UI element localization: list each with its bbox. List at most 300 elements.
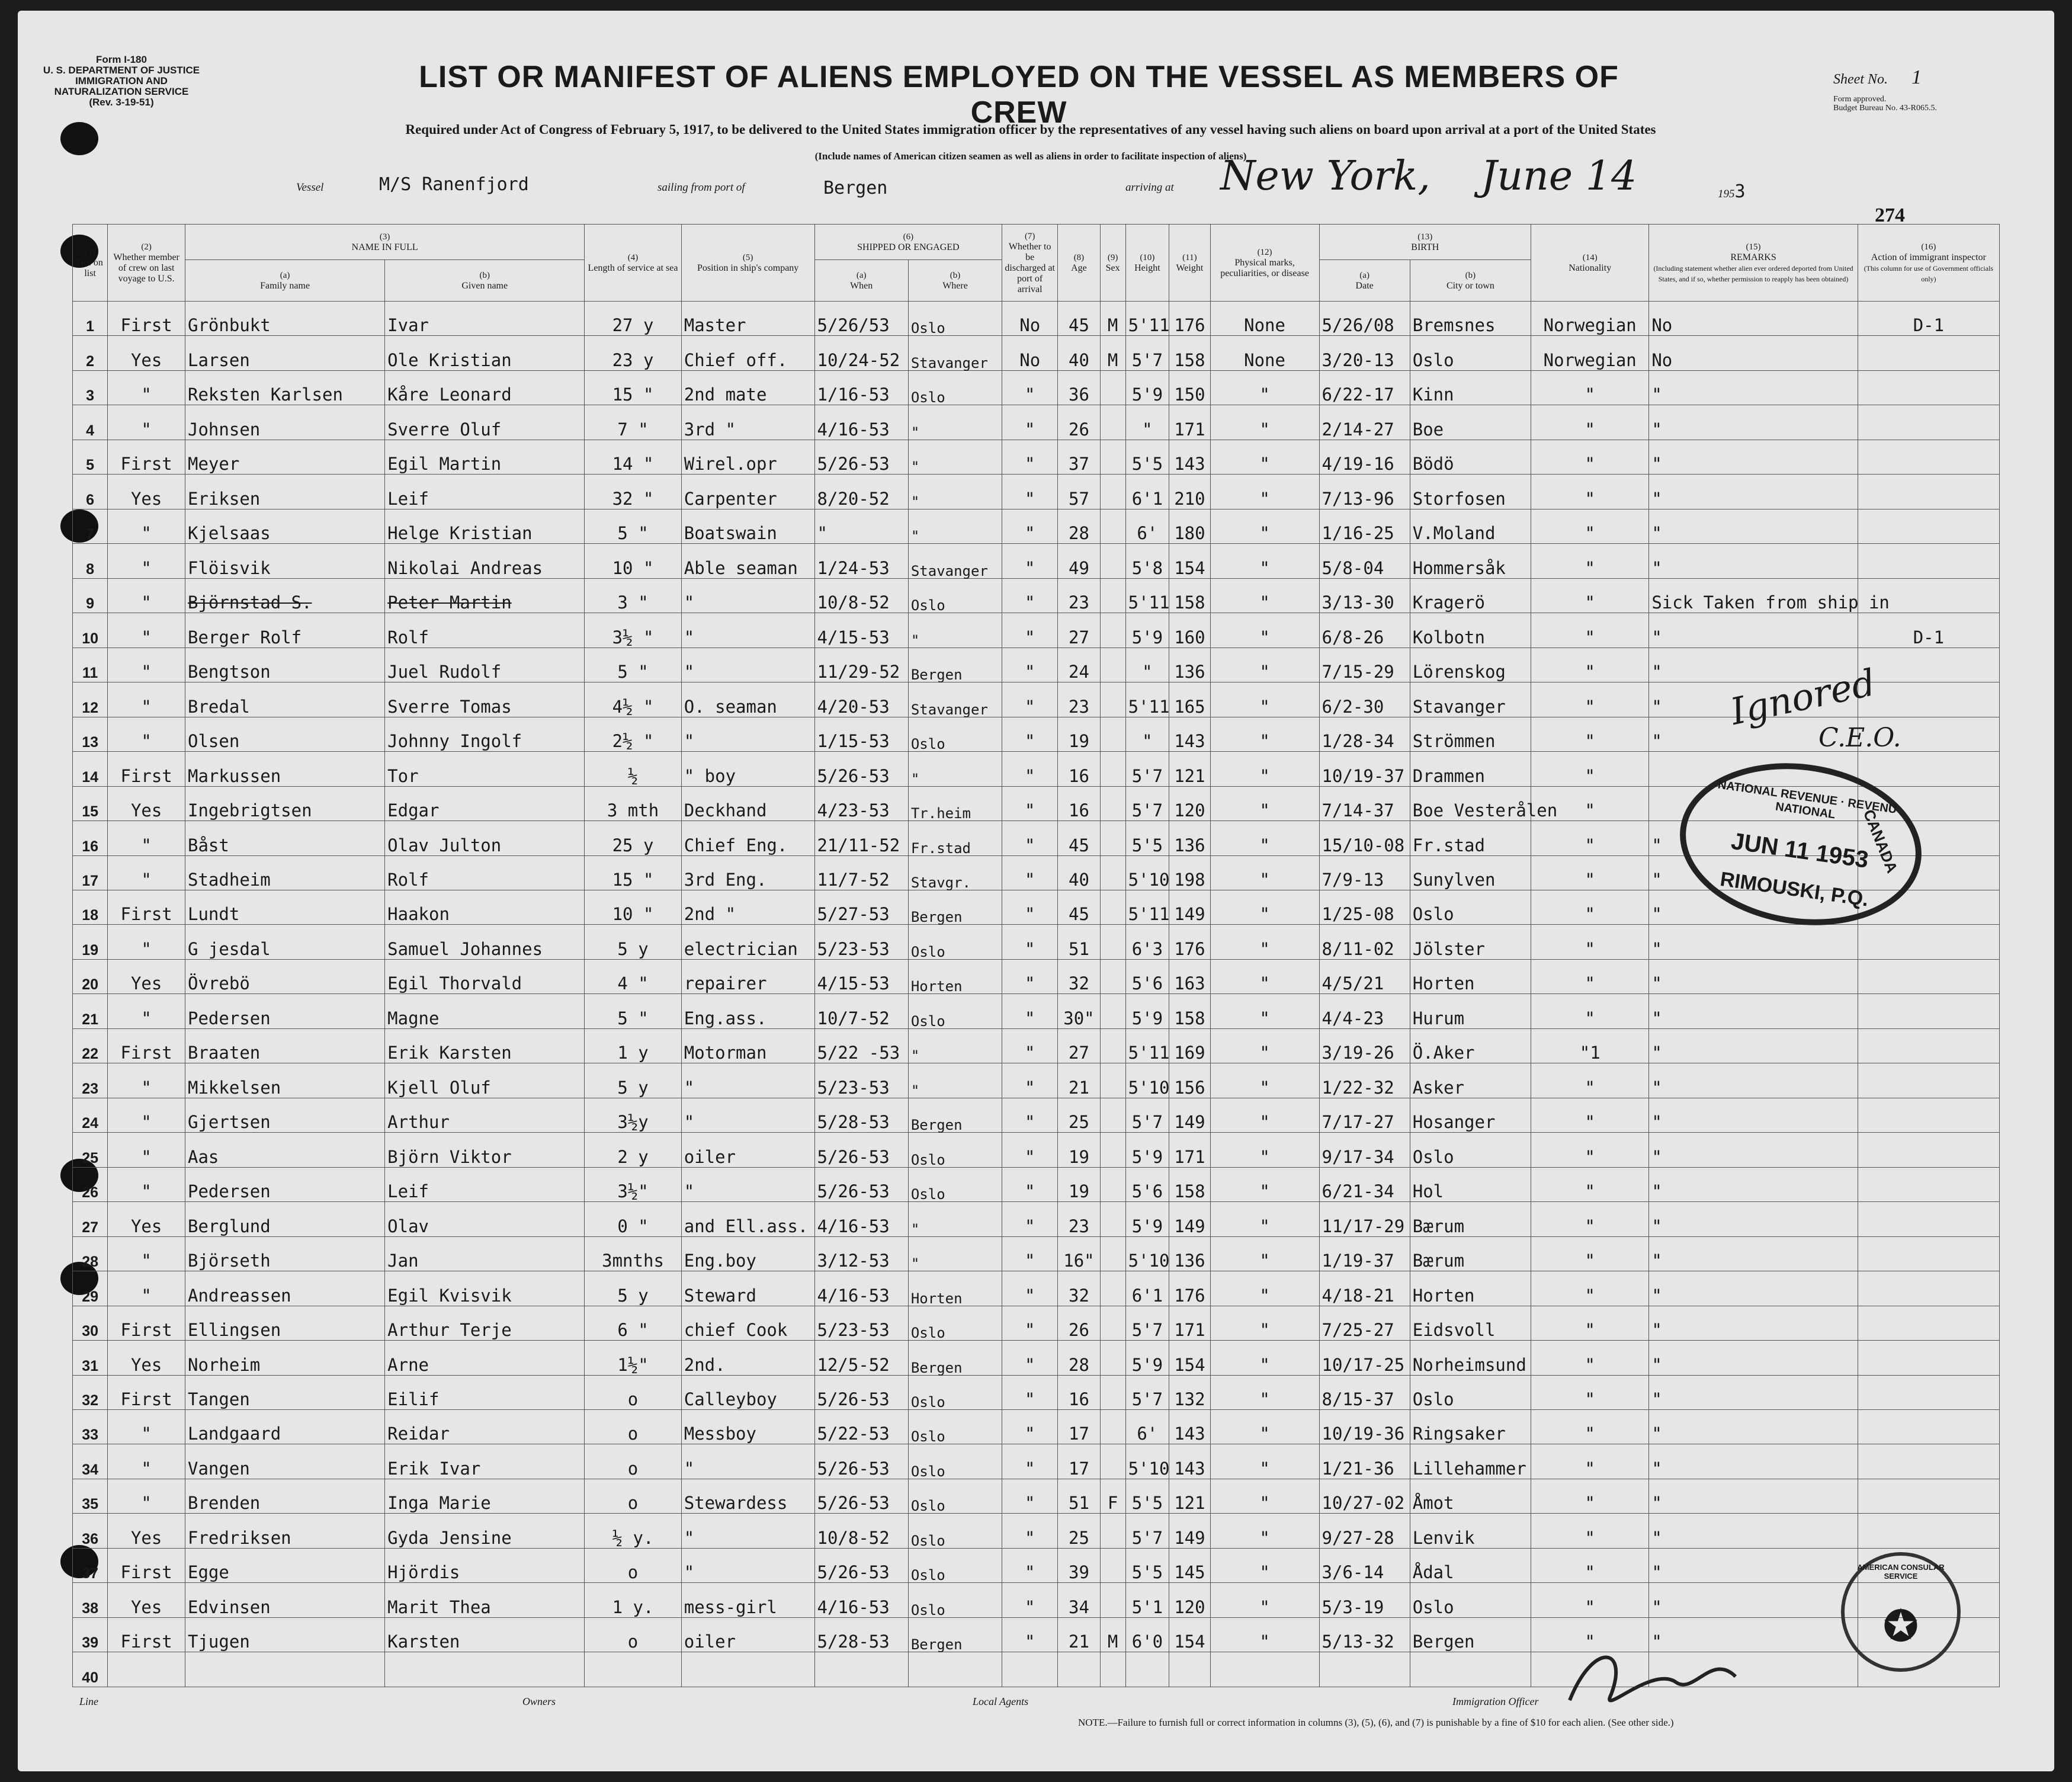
- cell-where: Horten: [908, 1271, 1002, 1306]
- cell-when: 5/26-53: [814, 752, 908, 786]
- cell-where: ": [908, 1028, 1002, 1063]
- cell-marks: ": [1210, 1548, 1319, 1582]
- cell-family: Edvinsen: [185, 1583, 385, 1617]
- col-header-discharged: (7) Whether to be discharged at port of arrival: [1002, 225, 1058, 302]
- cell-sex: [1100, 925, 1125, 959]
- cell-when: 10/24-52: [814, 336, 908, 370]
- cell-no: 39: [73, 1617, 108, 1652]
- cell-when: 5/26-53: [814, 1479, 908, 1513]
- cell-age: 37: [1058, 440, 1101, 474]
- punch-hole: [60, 122, 98, 155]
- cell-age: 23: [1058, 1202, 1101, 1236]
- cell-bdate: 4/19-16: [1319, 440, 1410, 474]
- cell-where: ": [908, 1202, 1002, 1236]
- cell-action: [1858, 925, 1999, 959]
- cell-where: ": [908, 1236, 1002, 1271]
- cell-nat: Norwegian: [1531, 302, 1649, 336]
- cell-remarks: ": [1649, 994, 1858, 1028]
- cell-sex: [1100, 890, 1125, 924]
- cell-marks: ": [1210, 1410, 1319, 1444]
- cell-weight: 121: [1169, 1479, 1210, 1513]
- col-header-nationality: (14) Nationality: [1531, 225, 1649, 302]
- cell-when: 5/22-53: [814, 1410, 908, 1444]
- cell-remarks: ": [1649, 1583, 1858, 1617]
- cell-where: Stavanger: [908, 682, 1002, 717]
- cell-where: Stavgr.: [908, 855, 1002, 890]
- cell-marks: ": [1210, 613, 1319, 648]
- cell-age: [1058, 1652, 1101, 1687]
- cell-age: 30": [1058, 994, 1101, 1028]
- cell-nat: ": [1531, 682, 1649, 717]
- cell-sex: [1100, 682, 1125, 717]
- cell-marks: ": [1210, 440, 1319, 474]
- officer-signature: [1558, 1629, 1747, 1724]
- cell-bdate: 4/18-21: [1319, 1271, 1410, 1306]
- cell-when: 4/23-53: [814, 786, 908, 821]
- cell-position: Wirel.opr: [681, 440, 814, 474]
- cell-discharge: ": [1002, 405, 1058, 440]
- cell-when: 4/20-53: [814, 682, 908, 717]
- cell-given: Ivar: [385, 302, 585, 336]
- table-row: [73, 682, 2000, 717]
- cell-service: 25 y: [585, 821, 681, 855]
- cell-prev: ": [108, 1063, 185, 1098]
- cell-sex: [1100, 509, 1125, 543]
- cell-age: 25: [1058, 1098, 1101, 1132]
- cell-discharge: ": [1002, 1202, 1058, 1236]
- cell-discharge: ": [1002, 1063, 1058, 1098]
- cell-marks: ": [1210, 925, 1319, 959]
- cell-prev: First: [108, 890, 185, 924]
- cell-bcity: Stavanger: [1410, 682, 1531, 717]
- cell-sex: [1100, 1306, 1125, 1340]
- cell-no: 3: [73, 370, 108, 405]
- cell-sex: [1100, 959, 1125, 993]
- cell-nat: ": [1531, 855, 1649, 890]
- cell-marks: ": [1210, 1202, 1319, 1236]
- cell-age: 21: [1058, 1617, 1101, 1652]
- cell-bdate: 5/3-19: [1319, 1583, 1410, 1617]
- cell-age: 39: [1058, 1548, 1101, 1582]
- cell-remarks: ": [1649, 440, 1858, 474]
- cell-weight: 120: [1169, 1583, 1210, 1617]
- cell-family: Mikkelsen: [185, 1063, 385, 1098]
- cell-nat: ": [1531, 752, 1649, 786]
- cell-where: Oslo: [908, 1375, 1002, 1409]
- cell-family: Stadheim: [185, 855, 385, 890]
- cell-position: ": [681, 1063, 814, 1098]
- cell-bdate: 7/15-29: [1319, 648, 1410, 682]
- cell-when: 12/5-52: [814, 1341, 908, 1375]
- cell-when: 5/27-53: [814, 890, 908, 924]
- cell-no: 17: [73, 855, 108, 890]
- cell-age: 16: [1058, 1375, 1101, 1409]
- cell-marks: ": [1210, 1063, 1319, 1098]
- cell-service: 5 y: [585, 1063, 681, 1098]
- table-row: [73, 1341, 2000, 1375]
- cell-remarks: ": [1649, 1375, 1858, 1409]
- cell-position: Eng.boy: [681, 1236, 814, 1271]
- table-row: [73, 405, 2000, 440]
- cell-when: 5/23-53: [814, 925, 908, 959]
- cell-when: 5/26-53: [814, 440, 908, 474]
- cell-where: ": [908, 752, 1002, 786]
- cell-action: [1858, 752, 1999, 786]
- cell-family: Andreassen: [185, 1271, 385, 1306]
- cell-bcity: Horten: [1410, 959, 1531, 993]
- page-title: LIST OR MANIFEST OF ALIENS EMPLOYED ON THE VESSEL AS MEMBERS OF CREW: [419, 60, 1619, 130]
- cell-position: and Ell.ass.: [681, 1202, 814, 1236]
- cell-sex: [1100, 786, 1125, 821]
- cell-remarks: ": [1649, 1202, 1858, 1236]
- cell-age: 32: [1058, 1271, 1101, 1306]
- cell-family: Båst: [185, 821, 385, 855]
- cell-discharge: ": [1002, 682, 1058, 717]
- cell-where: Fr.stad: [908, 821, 1002, 855]
- table-row: [73, 648, 2000, 682]
- cell-given: Edgar: [385, 786, 585, 821]
- cell-given: Arne: [385, 1341, 585, 1375]
- cell-prev: ": [108, 370, 185, 405]
- cell-given: Björn Viktor: [385, 1133, 585, 1167]
- cell-service: 5 y: [585, 925, 681, 959]
- cell-nat: ": [1531, 1236, 1649, 1271]
- cell-given: Reidar: [385, 1410, 585, 1444]
- cell-discharge: ": [1002, 509, 1058, 543]
- table-row: [73, 440, 2000, 474]
- cell-no: 8: [73, 544, 108, 578]
- cell-given: Arthur: [385, 1098, 585, 1132]
- cell-position: ": [681, 1444, 814, 1479]
- cell-height: 5'9: [1125, 1133, 1169, 1167]
- cell-weight: 149: [1169, 1202, 1210, 1236]
- cell-age: 17: [1058, 1444, 1101, 1479]
- cell-nat: ": [1531, 925, 1649, 959]
- cell-bcity: Norheimsund: [1410, 1341, 1531, 1375]
- cell-where: Oslo: [908, 1133, 1002, 1167]
- cell-position: Motorman: [681, 1028, 814, 1063]
- cell-bdate: 1/25-08: [1319, 890, 1410, 924]
- table-row: [73, 1202, 2000, 1236]
- cell-prev: ": [108, 509, 185, 543]
- cell-bdate: 8/15-37: [1319, 1375, 1410, 1409]
- cell-no: 25: [73, 1133, 108, 1167]
- sailing-port: Bergen: [823, 178, 888, 198]
- cell-family: Pedersen: [185, 1167, 385, 1201]
- cell-marks: ": [1210, 1583, 1319, 1617]
- cell-bcity: Drammen: [1410, 752, 1531, 786]
- cell-given: Leif: [385, 1167, 585, 1201]
- cell-bcity: Strömmen: [1410, 717, 1531, 751]
- cell-sex: [1100, 855, 1125, 890]
- cell-discharge: ": [1002, 1479, 1058, 1513]
- cell-when: 4/16-53: [814, 1583, 908, 1617]
- cell-bdate: 10/19-37: [1319, 752, 1410, 786]
- cell-bdate: 11/17-29: [1319, 1202, 1410, 1236]
- cell-weight: 143: [1169, 717, 1210, 751]
- cell-discharge: ": [1002, 1098, 1058, 1132]
- cell-age: 24: [1058, 648, 1101, 682]
- cell-family: Vangen: [185, 1444, 385, 1479]
- cell-weight: 149: [1169, 1098, 1210, 1132]
- cell-no: 4: [73, 405, 108, 440]
- cell-weight: 143: [1169, 1444, 1210, 1479]
- cell-marks: ": [1210, 752, 1319, 786]
- cell-action: [1858, 405, 1999, 440]
- table-row: [73, 1133, 2000, 1167]
- cell-where: Oslo: [908, 1306, 1002, 1340]
- cell-position: " boy: [681, 752, 814, 786]
- cell-height: ": [1125, 648, 1169, 682]
- cell-no: 15: [73, 786, 108, 821]
- cell-marks: ": [1210, 578, 1319, 613]
- col-header-name: (3) NAME IN FULL: [185, 225, 585, 260]
- col-header-height: (10) Height: [1125, 225, 1169, 302]
- cell-weight: 149: [1169, 1514, 1210, 1548]
- col-header-when: (a) When: [814, 260, 908, 302]
- cell-prev: First: [108, 1617, 185, 1652]
- cell-service: 4½ ": [585, 682, 681, 717]
- cell-discharge: ": [1002, 544, 1058, 578]
- cell-remarks: ": [1649, 648, 1858, 682]
- cell-sex: [1100, 1410, 1125, 1444]
- cell-position: Master: [681, 302, 814, 336]
- cell-given: Inga Marie: [385, 1479, 585, 1513]
- cell-family: Bengtson: [185, 648, 385, 682]
- cell-given: Jan: [385, 1236, 585, 1271]
- cell-where: Oslo: [908, 1548, 1002, 1582]
- cell-where: Bergen: [908, 890, 1002, 924]
- cell-position: mess-girl: [681, 1583, 814, 1617]
- cell-given: Eilif: [385, 1375, 585, 1409]
- cell-height: 5'7: [1125, 752, 1169, 786]
- cell-marks: ": [1210, 544, 1319, 578]
- cell-prev: Yes: [108, 336, 185, 370]
- cell-bcity: Hol: [1410, 1167, 1531, 1201]
- cell-remarks: ": [1649, 717, 1858, 751]
- cell-height: 6': [1125, 1410, 1169, 1444]
- cell-discharge: ": [1002, 1133, 1058, 1167]
- cell-bcity: Oslo: [1410, 1583, 1531, 1617]
- cell-marks: None: [1210, 336, 1319, 370]
- cell-no: 35: [73, 1479, 108, 1513]
- cell-sex: M: [1100, 336, 1125, 370]
- cell-marks: ": [1210, 1375, 1319, 1409]
- cell-prev: ": [108, 717, 185, 751]
- cell-remarks: ": [1649, 1444, 1858, 1479]
- cell-family: Landgaard: [185, 1410, 385, 1444]
- cell-bcity: Åmot: [1410, 1479, 1531, 1513]
- cell-action: [1858, 1133, 1999, 1167]
- cell-discharge: ": [1002, 1028, 1058, 1063]
- cell-age: 19: [1058, 1133, 1101, 1167]
- cell-no: 20: [73, 959, 108, 993]
- cell-bdate: 1/28-34: [1319, 717, 1410, 751]
- form-number: Form I-180: [96, 54, 147, 65]
- cell-height: 6'1: [1125, 1271, 1169, 1306]
- cell-where: Bergen: [908, 1617, 1002, 1652]
- cell-age: 16": [1058, 1236, 1101, 1271]
- cell-remarks: No: [1649, 336, 1858, 370]
- cell-bdate: 9/27-28: [1319, 1514, 1410, 1548]
- cell-discharge: ": [1002, 890, 1058, 924]
- cell-where: Oslo: [908, 1514, 1002, 1548]
- cell-position: oiler: [681, 1133, 814, 1167]
- cell-when: 5/28-53: [814, 1098, 908, 1132]
- cell-action: [1858, 1167, 1999, 1201]
- cell-height: 5'11: [1125, 1028, 1169, 1063]
- cell-no: 22: [73, 1028, 108, 1063]
- cell-marks: ": [1210, 1306, 1319, 1340]
- cell-bdate: 1/22-32: [1319, 1063, 1410, 1098]
- cell-when: 4/16-53: [814, 1271, 908, 1306]
- cell-sex: [1100, 1444, 1125, 1479]
- cell-bcity: Lörenskog: [1410, 648, 1531, 682]
- cell-sex: [1100, 1652, 1125, 1687]
- cell-remarks: ": [1649, 1236, 1858, 1271]
- cell-when: 5/26-53: [814, 1133, 908, 1167]
- cell-when: 5/26-53: [814, 1444, 908, 1479]
- cell-prev: First: [108, 1548, 185, 1582]
- cell-where: Oslo: [908, 925, 1002, 959]
- cell-prev: ": [108, 925, 185, 959]
- cell-prev: ": [108, 1479, 185, 1513]
- cell-remarks: ": [1649, 925, 1858, 959]
- cell-bdate: 10/17-25: [1319, 1341, 1410, 1375]
- cell-age: 19: [1058, 717, 1101, 751]
- cell-remarks: ": [1649, 1133, 1858, 1167]
- cell-where: ": [908, 475, 1002, 509]
- cell-family: Tjugen: [185, 1617, 385, 1652]
- cell-bcity: Boe Vesterålen: [1410, 786, 1531, 821]
- cell-height: [1125, 1652, 1169, 1687]
- col-header-position: (5) Position in ship's company: [681, 225, 814, 302]
- cell-no: 13: [73, 717, 108, 751]
- cell-action: D-1: [1858, 613, 1999, 648]
- table-row: [73, 475, 2000, 509]
- cell-family: G jesdal: [185, 925, 385, 959]
- cell-action: [1858, 509, 1999, 543]
- cell-where: ": [908, 405, 1002, 440]
- cell-nat: ": [1531, 578, 1649, 613]
- cell-bdate: 3/19-26: [1319, 1028, 1410, 1063]
- cell-weight: 171: [1169, 1133, 1210, 1167]
- footer-note: NOTE.—Failure to furnish full or correct information in columns (3), (5), (6), and (7) is punishable by a fine of $10 for each alien. (See other side.): [1078, 1717, 1674, 1728]
- cell-nat: ": [1531, 1133, 1649, 1167]
- cell-discharge: ": [1002, 648, 1058, 682]
- cell-where: Oslo: [908, 1167, 1002, 1201]
- cell-where: Oslo: [908, 994, 1002, 1028]
- cell-no: 34: [73, 1444, 108, 1479]
- cell-service: 2 y: [585, 1133, 681, 1167]
- cell-prev: ": [108, 855, 185, 890]
- cell-service: [585, 1652, 681, 1687]
- cell-prev: ": [108, 1236, 185, 1271]
- cell-height: ": [1125, 405, 1169, 440]
- cell-discharge: ": [1002, 578, 1058, 613]
- cell-position: 2nd ": [681, 890, 814, 924]
- cell-service: ½: [585, 752, 681, 786]
- cell-when: 4/16-53: [814, 1202, 908, 1236]
- cell-family: Berglund: [185, 1202, 385, 1236]
- cell-when: 11/29-52: [814, 648, 908, 682]
- col-header-action: (16) Action of immigrant inspector (This column for use of Government officials only): [1858, 225, 1999, 302]
- cell-discharge: ": [1002, 1306, 1058, 1340]
- cell-no: 6: [73, 475, 108, 509]
- cell-given: Hjördis: [385, 1548, 585, 1582]
- cell-bdate: 10/27-02: [1319, 1479, 1410, 1513]
- table-row: [73, 302, 2000, 336]
- cell-family: Flöisvik: [185, 544, 385, 578]
- cell-marks: ": [1210, 1167, 1319, 1201]
- cell-action: [1858, 1236, 1999, 1271]
- cell-nat: ": [1531, 717, 1649, 751]
- cell-nat: ": [1531, 1410, 1649, 1444]
- cell-marks: ": [1210, 994, 1319, 1028]
- cell-no: 21: [73, 994, 108, 1028]
- cell-when: 3/12-53: [814, 1236, 908, 1271]
- cell-service: 1 y: [585, 1028, 681, 1063]
- cell-sex: [1100, 1063, 1125, 1098]
- cell-height: 5'10: [1125, 1063, 1169, 1098]
- col-header-service: (4) Length of service at sea: [585, 225, 681, 302]
- cell-weight: 163: [1169, 959, 1210, 993]
- form-approval: Form approved. Budget Bureau No. 43-R065.5.: [1833, 95, 1937, 113]
- cell-weight: 180: [1169, 509, 1210, 543]
- table-row: [73, 336, 2000, 370]
- cell-discharge: ": [1002, 1236, 1058, 1271]
- cell-service: 0 ": [585, 1202, 681, 1236]
- cell-bdate: 2/14-27: [1319, 405, 1410, 440]
- cell-where: Horten: [908, 959, 1002, 993]
- cell-bcity: Kragerö: [1410, 578, 1531, 613]
- cell-action: [1858, 1375, 1999, 1409]
- cell-height: 5'7: [1125, 1306, 1169, 1340]
- cell-given: Egil Martin: [385, 440, 585, 474]
- col-header-birth-date: (a) Date: [1319, 260, 1410, 302]
- cell-remarks: ": [1649, 821, 1858, 855]
- cell-given: Olav Julton: [385, 821, 585, 855]
- cell-given: Ole Kristian: [385, 336, 585, 370]
- cell-position: Chief Eng.: [681, 821, 814, 855]
- cell-sex: [1100, 1236, 1125, 1271]
- cell-height: 5'7: [1125, 1375, 1169, 1409]
- cell-family: Grönbukt: [185, 302, 385, 336]
- cell-family: Björseth: [185, 1236, 385, 1271]
- cell-bdate: 7/9-13: [1319, 855, 1410, 890]
- cell-no: 24: [73, 1098, 108, 1132]
- cell-when: 1/15-53: [814, 717, 908, 751]
- cell-marks: ": [1210, 786, 1319, 821]
- cell-prev: ": [108, 1410, 185, 1444]
- cell-given: Arthur Terje: [385, 1306, 585, 1340]
- cell-prev: ": [108, 1444, 185, 1479]
- cell-action: [1858, 994, 1999, 1028]
- cell-bcity: V.Moland: [1410, 509, 1531, 543]
- cell-age: 32: [1058, 959, 1101, 993]
- cell-age: 25: [1058, 1514, 1101, 1548]
- cell-discharge: ": [1002, 994, 1058, 1028]
- cell-height: 5'7: [1125, 336, 1169, 370]
- table-row: [73, 1444, 2000, 1479]
- cell-service: 32 ": [585, 475, 681, 509]
- cell-marks: ": [1210, 890, 1319, 924]
- table-row: [73, 1548, 2000, 1582]
- cell-service: 1½": [585, 1341, 681, 1375]
- cell-when: 10/7-52: [814, 994, 908, 1028]
- cell-no: 28: [73, 1236, 108, 1271]
- cell-where: ": [908, 509, 1002, 543]
